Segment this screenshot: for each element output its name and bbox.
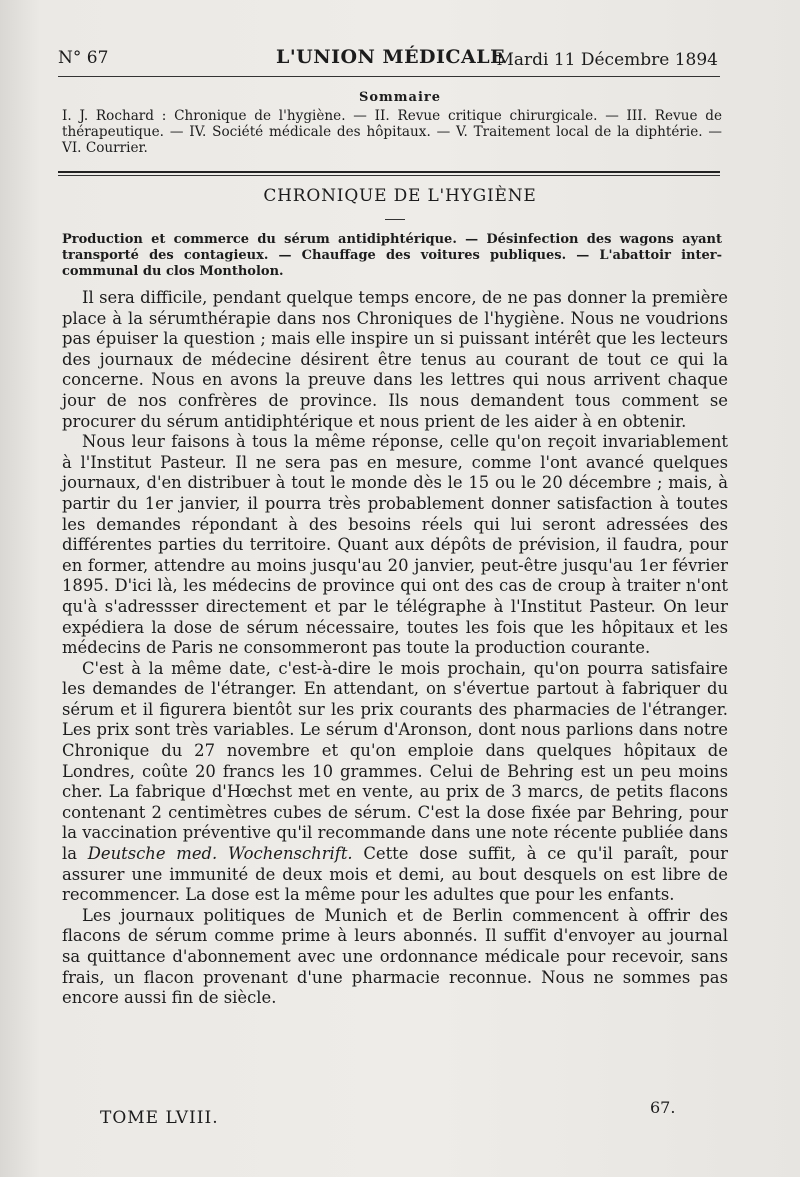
issue-number: N° 67 <box>58 48 109 68</box>
paragraph-2: Nous leur faisons à tous la même réponse, celle qu'on reçoit invariablement à l'Institut Pasteur. Il ne sera pas en mesure, comme l'ont avancé quelques journaux, d'en distribuer à tout le monde dès le 15 ou le 20 décembre ; mais, à partir du 1er janvier, il pourra très probablement donner satisfaction à toutes les demandes répondant à des besoins réels qui lui seront adressées des différentes parties du territoire. Quant aux dépôts de prévision, il faudra, pour en former, attendre au moins jusqu'au 20 janvier, peut-être jusqu'au 1er février 1895. D'ici là, les médecins de province qui ont des cas de croup à traiter n'ont qu'à s'adressser directement et par le télégraphe à l'Institut Pasteur. On leur expédiera la dose de sérum nécessaire, toutes les fois que les hôpitaux et les médecins de Paris ne consommeront pas toute la production courante. <box>62 432 728 658</box>
paragraph-3 <box>62 659 728 906</box>
paragraph-1: Il sera difficile, pendant quelque temps encore, de ne pas donner la première place à la sérumthérapie dans nos Chroniques de l'hygiène. Nous ne voudrions pas épuiser la question ; mais elle inspire un si puissant intérêt que les lecteurs des journaux de médecine désirent être tenus au courant de tout ce qui la concerne. Nous en avons la preuve dans les lettres qui nous arrivent chaque jour de nos confrères de province. Ils nous demandent tous comment se procurer du sérum antidiphtérique et nous prient de les aider à en obtenir. <box>62 288 728 431</box>
page-header <box>58 44 718 78</box>
sommaire-text: I. J. Rochard : Chronique de l'hygiène. — II. Revue critique chirurgicale. — III. Revue de thérapeutique. — IV. Société médicale des hôpitaux. — V. Traitement local de la diphtérie. — VI. Courrier. <box>62 108 722 156</box>
sommaire-rule <box>58 171 720 173</box>
sommaire-title: Sommaire <box>358 90 442 105</box>
journal-title: L'UNION MÉDICALE <box>276 46 506 68</box>
journal-reference: Deutsche med. Wochenschrift. <box>87 844 353 864</box>
footer-tome: TOME LVIII. <box>100 1108 219 1128</box>
paragraph-3-part-b: Cette dose suffit, à ce qu'il paraît, pour assurer une immunité de deux mois et demi, au bout desquels on est libre de recommencer. La dose est la même pour les adultes que pour les enfants. <box>62 844 728 905</box>
header-rule <box>58 76 720 77</box>
title-dash <box>385 219 405 220</box>
sommaire-rule-thin <box>58 175 720 176</box>
section-title: CHRONIQUE DE L'HYGIÈNE <box>263 186 537 206</box>
article-body <box>62 288 728 1009</box>
page-number: 67. <box>650 1098 676 1117</box>
paragraph-4: Les journaux politiques de Munich et de Berlin commencent à offrir des flacons de sérum comme prime à leurs abonnés. Il suffit d'envoyer au journal sa quittance d'abonnement avec une ordonnance médicale pour recevoir, sans frais, un flacon provenant d'une pharmacie reconnue. Nous ne sommes pas encore aussi fin de siècle. <box>62 905 728 1008</box>
section-subtitle: Production et commerce du sérum antidiphtérique. — Désinfection des wagons ayant transporté des contagieux. — Chauffage des voitures publiques. — L'abattoir inter-communal du clos Montholon. <box>62 232 722 279</box>
paragraph-3-part-a: C'est à la même date, c'est-à-dire le mois prochain, qu'on pourra satisfaire les demandes de l'étranger. En attendant, on s'évertue partout à fabriquer du sérum et il figurera bientôt sur les prix courants des pharmacies de l'étranger. Les prix sont très variables. Le sérum d'Aronson, dont nous parlions dans notre Chronique du 27 novembre et qu'on emploie dans quelques hôpitaux de Londres, coûte 20 francs les 10 grammes. Celui de Behring est un peu moins cher. La fabrique d'Hœchst met en vente, au prix de 3 marcs, de petits flacons contenant 2 centimètres cubes de sérum. C'est la dose fixée par Behring, pour la vaccination préventive qu'il recommande dans une note récente publiée dans la <box>62 658 728 864</box>
issue-date: Mardi 11 Décembre 1894 <box>496 50 718 70</box>
